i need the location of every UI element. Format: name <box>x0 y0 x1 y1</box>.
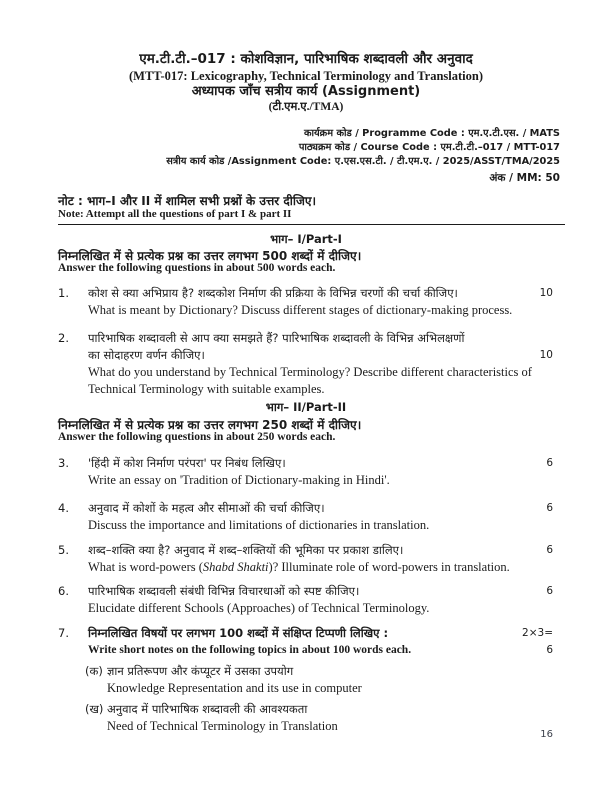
question-5-english-before: What is word-powers ( <box>88 560 203 574</box>
question-1 <box>0 285 612 319</box>
question-3-marks: 6 <box>546 457 553 469</box>
part2-instruction-english: Answer the following questions in about 250 words each. <box>58 431 336 443</box>
programme-code-label: कार्यक्रम कोड / Programme Code : <box>303 128 465 139</box>
question-7-sub-b-english: Need of Technical Terminology in Translation <box>107 719 338 733</box>
tma-mode-line: (टी.एम.ए./TMA) <box>268 101 344 113</box>
programme-code-line <box>166 127 560 141</box>
question-4-hindi: अनुवाद में कोशों के महत्व और सीमाओं की चर्चा कीजिए। <box>88 501 325 515</box>
question-7-sub-b-label: (ख) <box>85 702 104 716</box>
question-3 <box>0 455 612 489</box>
note-hindi: नोट : भाग–I और II में शामिल सभी प्रश्नों के उत्तर दीजिए। <box>58 194 317 208</box>
question-6-hindi: पारिभाषिक शब्दावली संबंधी विभिन्न विचारधाओं को स्पष्ट कीजिए। <box>88 584 360 598</box>
question-7-english: Write short notes on the following topics in about 100 words each. <box>88 644 412 656</box>
course-title-hindi: एम.टी.टी.–017 : कोशविज्ञान, पारिभाषिक शब्दावली और अनुवाद <box>139 51 473 67</box>
question-7 <box>0 625 612 659</box>
question-1-english: What is meant by Dictionary? Discuss different stages of dictionary-making process. <box>88 303 513 317</box>
question-4 <box>0 500 612 534</box>
question-2-english-line2: Technical Terminology with suitable examples. <box>88 382 325 396</box>
question-7-sub-a-english: Knowledge Representation and its use in computer <box>107 681 362 695</box>
question-2-marks: 10 <box>539 349 553 361</box>
question-3-hindi: 'हिंदी में कोश निर्माण परंपरा' पर निबंध लिखिए। <box>88 456 286 470</box>
question-2-hindi-line2: का सोदाहरण वर्णन कीजिए। <box>88 348 205 362</box>
question-6-english: Elucidate different Schools (Approaches) of Technical Terminology. <box>88 601 430 615</box>
assignment-subtitle: अध्यापक जाँच सत्रीय कार्य (Assignment) <box>191 84 421 99</box>
question-3-number: 3. <box>58 456 69 470</box>
question-5-marks: 6 <box>546 544 553 556</box>
question-2-text <box>88 330 532 398</box>
question-4-marks: 6 <box>546 502 553 514</box>
assignment-code-label: सत्रीय कार्य कोड /Assignment Code: <box>166 156 332 167</box>
question-7-number: 7. <box>58 626 69 640</box>
question-3-text <box>88 455 519 489</box>
question-5-text <box>88 542 519 576</box>
question-7-marks: 2×3= 6 <box>522 627 553 656</box>
question-6-number: 6. <box>58 584 69 598</box>
question-7-sub-b-hindi: अनुवाद में पारिभाषिक शब्दावली की आवश्यकता <box>107 702 308 716</box>
course-title-english: (MTT-017: Lexicography, Technical Terminology and Translation) <box>129 69 483 83</box>
question-1-number: 1. <box>58 286 69 300</box>
part2-instruction-hindi: निम्नलिखित में से प्रत्येक प्रश्न का उत्तर लगभग 250 शब्दों में दीजिए। <box>58 418 362 432</box>
part1-instruction-english: Answer the following questions in about 500 words each. <box>58 262 336 274</box>
question-7-sub-a-text <box>107 663 553 697</box>
question-1-hindi: कोश से क्या अभिप्राय है? शब्दकोश निर्माण की प्रक्रिया के विभिन्न चरणों की चर्चा कीजिए। <box>88 286 458 300</box>
assignment-code-line <box>166 155 560 169</box>
question-2-number: 2. <box>58 331 69 345</box>
horizontal-rule <box>58 224 565 225</box>
question-2-hindi-line1: पारिभाषिक शब्दावली से आप क्या समझते हैं? पारिभाषिक शब्दावली के विभिन्न अभिलक्षणों <box>88 331 465 345</box>
question-6-marks: 6 <box>546 585 553 597</box>
question-7-sub-a <box>0 663 612 697</box>
question-7-hindi: निम्नलिखित विषयों पर लगभग 100 शब्दों में संक्षिप्त टिप्पणी लिखिए : <box>88 626 389 640</box>
question-4-english: Discuss the importance and limitations of dictionaries in translation. <box>88 518 430 532</box>
course-code-label: पाठ्यक्रम कोड / Course Code : <box>298 142 438 153</box>
document-header <box>0 51 612 115</box>
question-7-sub-a-hindi: ज्ञान प्रतिरूपण और कंप्यूटर में उसका उपयोग <box>107 664 294 678</box>
codes-block <box>166 127 560 169</box>
max-marks: अंक / MM: 50 <box>489 172 560 184</box>
note-english: Note: Attempt all the questions of part I & part II <box>58 208 292 220</box>
question-2-english-line1: What do you understand by Technical Terminology? Describe different characteristics of <box>88 365 532 379</box>
part1-heading: भाग– I/Part-I <box>270 232 342 246</box>
question-5 <box>0 542 612 576</box>
assignment-code-value: ए.एस.एस.टी. / टी.एम.ए. / 2025/ASST/TMA/2025 <box>334 156 560 167</box>
part2-heading: भाग– II/Part-II <box>265 400 347 414</box>
question-6 <box>0 583 612 617</box>
question-5-english-after: )? Illuminate role of word-powers in translation. <box>268 560 510 574</box>
question-5-english-italic: Shabd Shakti <box>202 560 269 574</box>
question-7-text <box>88 625 519 659</box>
question-4-number: 4. <box>58 501 69 515</box>
question-5-hindi: शब्द–शक्ति क्या है? अनुवाद में शब्द–शक्तियों की भूमिका पर प्रकाश डालिए। <box>88 543 404 557</box>
question-6-text <box>88 583 519 617</box>
question-3-english: Write an essay on 'Tradition of Dictionary-making in Hindi'. <box>88 473 390 487</box>
course-code-line <box>166 141 560 155</box>
question-4-text <box>88 500 519 534</box>
question-1-text <box>88 285 519 319</box>
part1-instruction-hindi: निम्नलिखित में से प्रत्येक प्रश्न का उत्तर लगभग 500 शब्दों में दीजिए। <box>58 249 362 263</box>
question-5-english <box>88 559 519 576</box>
programme-code-value: एम.ए.टी.एस. / MATS <box>468 128 560 139</box>
question-2 <box>0 330 612 398</box>
page-number: 16 <box>540 729 553 740</box>
course-code-value: एम.टी.टी.–017 / MTT-017 <box>440 142 560 153</box>
question-7-sub-b-text <box>107 701 553 735</box>
question-7-sub-b <box>0 701 612 735</box>
question-1-marks: 10 <box>539 287 553 299</box>
question-5-number: 5. <box>58 543 69 557</box>
question-7-sub-a-label: (क) <box>85 664 103 678</box>
